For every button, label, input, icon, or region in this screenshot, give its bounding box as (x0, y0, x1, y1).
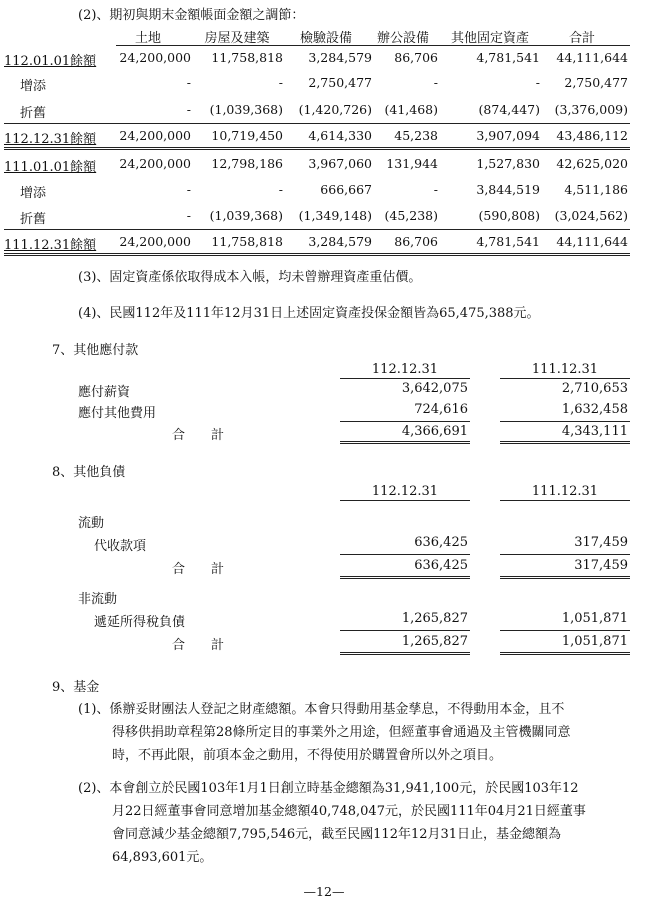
noncurrent-item-value: 1,265,827 (401, 611, 468, 626)
recon-row-label: 111.01.01餘額 (4, 160, 97, 175)
recon-cell: 4,511,186 (564, 182, 628, 197)
liabilities-col2-rule (500, 500, 630, 501)
recon-balance-rule (4, 255, 630, 256)
recon-cell: 3,907,094 (476, 128, 540, 143)
recon-cell: 2,750,477 (564, 75, 628, 90)
payables-row-value: 1,632,458 (561, 402, 628, 417)
recon-row-label: 增添 (20, 79, 47, 94)
recon-cell: 131,944 (386, 156, 438, 171)
recon-cell: (1,039,368) (209, 102, 283, 117)
recon-cell: - (433, 182, 438, 197)
noncurrent-label: 非流動 (78, 592, 118, 607)
recon-column-header: 其他固定資產 (450, 31, 529, 46)
liabilities-col1-rule (340, 500, 470, 501)
recon-cell: (1,420,726) (298, 102, 372, 117)
reconciliation-heading: (2)、期初與期末金額帳面金額之調節： (78, 8, 305, 23)
recon-cell: 24,200,000 (119, 50, 191, 65)
fund-p1-line: 得移供捐助章程第28條所定目的事業外之用途，但經董事會通過及主管機關同意 (112, 725, 571, 740)
recon-cell: - (186, 75, 191, 90)
noncurrent-subtotal-rule (340, 630, 470, 631)
recon-cell: 666,667 (320, 182, 372, 197)
current-item-label: 代收款項 (94, 539, 147, 554)
recon-cell: 4,781,541 (476, 50, 540, 65)
recon-row-label: 增添 (20, 186, 47, 201)
recon-cell: 24,200,000 (119, 234, 191, 249)
payables-col2-header: 111.12.31 (531, 362, 599, 377)
fund-p2-line: 月22日經董事會同意增加基金總額40,748,047元，於民國111年04月21日經董事 (112, 804, 586, 819)
recon-cell: 4,614,330 (308, 128, 372, 143)
fund-heading: 9、基金 (52, 680, 100, 695)
recon-cell: (1,349,148) (298, 208, 372, 223)
recon-cell: 43,486,112 (556, 128, 628, 143)
recon-row-label: 112.12.31餘額 (4, 132, 97, 147)
payables-row-value: 724,616 (414, 402, 468, 417)
recon-column-header: 土地 (134, 31, 161, 46)
current-total-value: 317,459 (574, 558, 628, 573)
current-total-label: 合 計 (172, 562, 225, 577)
recon-cell: 10,719,450 (211, 128, 283, 143)
current-subtotal-rule (500, 554, 630, 555)
recon-cell: 4,781,541 (476, 234, 540, 249)
recon-cell: - (433, 75, 438, 90)
recon-column-header: 房屋及建築 (204, 31, 270, 46)
payables-total-value: 4,366,691 (401, 424, 468, 439)
recon-cell: 44,111,644 (556, 234, 628, 249)
recon-cell: 3,844,519 (476, 182, 540, 197)
noncurrent-total-value: 1,051,871 (561, 634, 628, 649)
liabilities-col1-header: 112.12.31 (371, 484, 439, 499)
recon-row-label: 112.01.01餘額 (4, 54, 97, 69)
recon-cell: (45,238) (384, 208, 438, 223)
recon-cell: - (535, 75, 540, 90)
payables-heading: 7、其他應付款 (52, 343, 139, 358)
recon-header-rule (116, 45, 630, 46)
note-4: (4)、民國112年及111年12月31日上述固定資產投保金額皆為65,475,388元。 (78, 306, 540, 321)
payables-row-label: 應付其他費用 (78, 406, 157, 421)
fund-p1-line: (1)、係辦妥財團法人登記之財產總額。本會只得動用基金孳息，不得動用本金，且不 (78, 702, 565, 717)
recon-balance-rule (4, 253, 630, 254)
noncurrent-item-value: 1,051,871 (561, 611, 628, 626)
recon-subtotal-rule (4, 229, 630, 230)
recon-column-header: 辦公設備 (376, 31, 429, 46)
fund-p2-line: 64,893,601元。 (112, 850, 213, 865)
recon-column-header: 檢驗設備 (299, 31, 352, 46)
recon-cell: 2,750,477 (308, 75, 372, 90)
recon-cell: - (278, 75, 283, 90)
fund-p2-line: 會同意減少基金總額7,795,546元，截至民國112年12月31日止，基金總額為 (112, 827, 562, 842)
recon-cell: 24,200,000 (119, 128, 191, 143)
recon-cell: (41,468) (384, 102, 438, 117)
recon-cell: - (186, 182, 191, 197)
current-subtotal-rule (340, 554, 470, 555)
recon-cell: - (278, 182, 283, 197)
payables-row-value: 2,710,653 (561, 381, 628, 396)
current-label: 流動 (78, 516, 105, 531)
current-total-double-rule (340, 576, 470, 579)
recon-column-header: 合計 (568, 31, 595, 46)
current-item-value: 636,425 (414, 535, 468, 550)
payables-col1-rule (340, 378, 470, 379)
payables-total-label: 合 計 (172, 428, 225, 443)
recon-cell: 12,798,186 (211, 156, 283, 171)
recon-row-label: 折舊 (20, 106, 47, 121)
recon-cell: 44,111,644 (556, 50, 628, 65)
noncurrent-subtotal-rule (500, 630, 630, 631)
recon-row-label: 111.12.31餘額 (4, 238, 97, 253)
recon-balance-rule (4, 149, 630, 150)
noncurrent-total-label: 合 計 (172, 638, 225, 653)
recon-cell: 86,706 (394, 234, 438, 249)
payables-total-value: 4,343,111 (561, 424, 628, 439)
current-item-value: 317,459 (574, 535, 628, 550)
recon-cell: 24,200,000 (119, 156, 191, 171)
noncurrent-total-value: 1,265,827 (401, 634, 468, 649)
recon-row-label: 折舊 (20, 212, 47, 227)
recon-cell: 3,284,579 (308, 50, 372, 65)
liabilities-heading: 8、其他負債 (52, 465, 126, 480)
recon-cell: - (186, 102, 191, 117)
page-number: —12— (303, 884, 345, 899)
payables-subtotal-rule (340, 421, 470, 422)
recon-cell: 42,625,020 (556, 156, 628, 171)
recon-cell: 3,284,579 (308, 234, 372, 249)
recon-cell: 1,527,830 (476, 156, 540, 171)
recon-cell: (3,376,009) (554, 102, 628, 117)
payables-col2-rule (500, 378, 630, 379)
payables-total-double-rule (340, 441, 470, 444)
recon-subtotal-rule (4, 123, 630, 124)
payables-col1-header: 112.12.31 (371, 362, 439, 377)
noncurrent-total-double-rule (340, 652, 470, 655)
recon-balance-rule (4, 147, 630, 148)
fund-p1-line: 時，不再此限，前項本金之動用，不得使用於購置會所以外之項目。 (112, 748, 503, 763)
note-3: (3)、固定資產係依取得成本入帳，均未曾辦理資產重估價。 (78, 270, 422, 285)
recon-cell: 3,967,060 (308, 156, 372, 171)
recon-cell: (3,024,562) (554, 208, 628, 223)
recon-cell: (590,808) (478, 208, 540, 223)
liabilities-col2-header: 111.12.31 (531, 484, 599, 499)
recon-cell: 11,758,818 (211, 234, 283, 249)
current-total-value: 636,425 (414, 558, 468, 573)
payables-row-value: 3,642,075 (401, 381, 468, 396)
payables-row-label: 應付薪資 (78, 385, 131, 400)
recon-cell: 86,706 (394, 50, 438, 65)
payables-total-double-rule (500, 441, 630, 444)
fund-p2-line: (2)、本會創立於民國103年1月1日創立時基金總額為31,941,100元，於民國103年12 (78, 781, 579, 796)
recon-cell: (874,447) (478, 102, 540, 117)
noncurrent-item-label: 遞延所得稅負債 (94, 615, 186, 630)
recon-cell: 11,758,818 (211, 50, 283, 65)
payables-subtotal-rule (500, 421, 630, 422)
current-total-double-rule (500, 576, 630, 579)
noncurrent-total-double-rule (500, 652, 630, 655)
recon-cell: - (186, 208, 191, 223)
recon-cell: 45,238 (394, 128, 438, 143)
recon-cell: (1,039,368) (209, 208, 283, 223)
